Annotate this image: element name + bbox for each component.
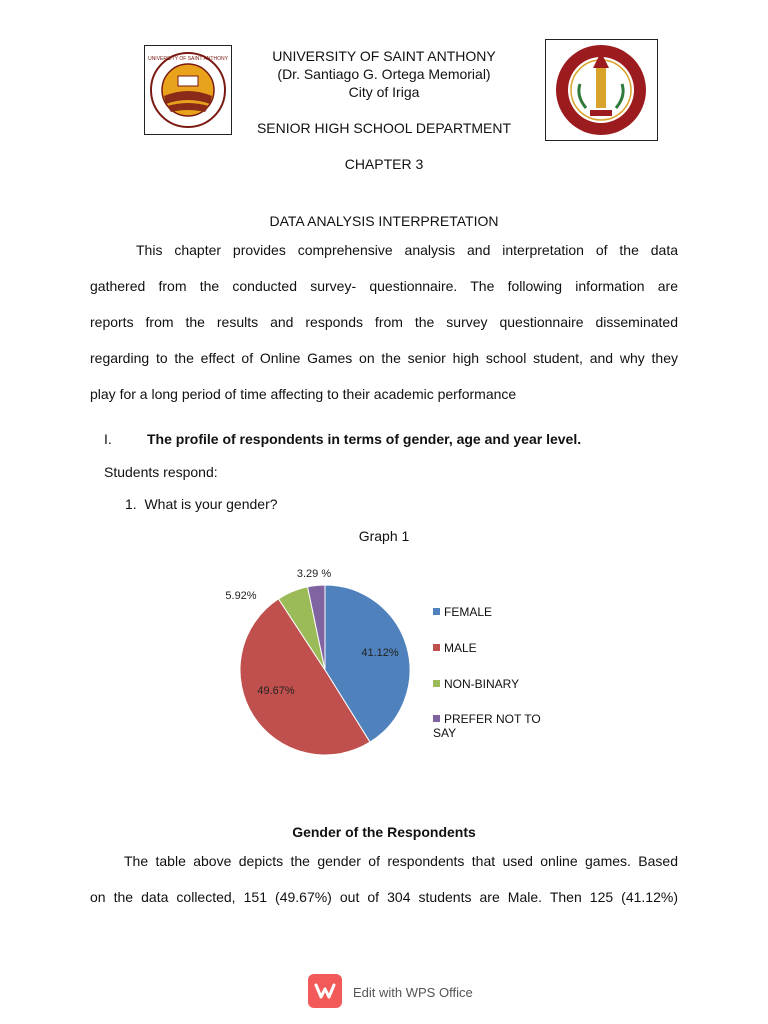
part-numeral: I. [104,431,112,447]
legend-swatch [433,715,440,722]
intro-line: reports from the results and responds from the survey questionnaire disseminated [90,314,678,330]
intro-line: This chapter provides comprehensive analysis and interpretation of the data [136,242,678,258]
pie-data-label: 41.12% [361,647,399,659]
question-gender: 1. What is your gender? [125,496,278,512]
body-line: The table above depicts the gender of respondents that used online games. Based [124,853,678,869]
section-title: DATA ANALYSIS INTERPRETATION [269,213,499,229]
wps-edit-link[interactable]: Edit with WPS Office [353,985,473,1000]
pie-data-label: 5.92% [225,590,257,602]
pie-data-label: 3.29 % [296,568,332,580]
legend-label: NON-BINARY [444,677,520,691]
legend-item [433,605,492,619]
pie-data-label: 49.67% [257,685,295,697]
legend-label: PREFER NOT TO SAY [433,712,541,740]
wps-office-button[interactable] [308,974,342,1008]
intro-paragraph [90,232,678,412]
chapter-title: CHAPTER 3 [344,156,424,172]
legend-swatch [433,644,440,651]
gender-pie-chart [210,562,550,772]
city-name: City of Iriga [348,84,420,100]
intro-line: play for a long period of time affecting to their academic performance [90,386,517,402]
students-respond-label: Students respond: [104,464,218,480]
svg-text:UNIVERSITY OF SAINT ANTHONY: UNIVERSITY OF SAINT ANTHONY [148,56,228,62]
legend-swatch [433,680,440,687]
body-paragraph [90,843,678,915]
legend-item [433,712,543,740]
intro-line: gathered from the conducted survey- questionnaire. The following information are [90,278,678,294]
university-name: UNIVERSITY OF SAINT ANTHONY [272,48,496,64]
legend-label: FEMALE [444,605,493,619]
department-name: SENIOR HIGH SCHOOL DEPARTMENT [256,120,512,136]
legend-swatch [433,608,440,615]
chart-caption: Gender of the Respondents [292,824,476,840]
body-line: on the data collected, 151 (49.67%) out of 304 students are Male. Then 125 (41.12%) [90,889,678,905]
wps-logo-icon [308,974,342,1008]
legend-item [433,641,477,655]
graph-label: Graph 1 [358,528,410,544]
memorial-name: (Dr. Santiago G. Ortega Memorial) [277,66,491,82]
legend-item [433,677,519,691]
part-heading: The profile of respondents in terms of gender, age and year level. [147,431,582,447]
intro-line: regarding to the effect of Online Games on the senior high school student, and why they [90,350,678,366]
legend-label: MALE [444,641,477,655]
